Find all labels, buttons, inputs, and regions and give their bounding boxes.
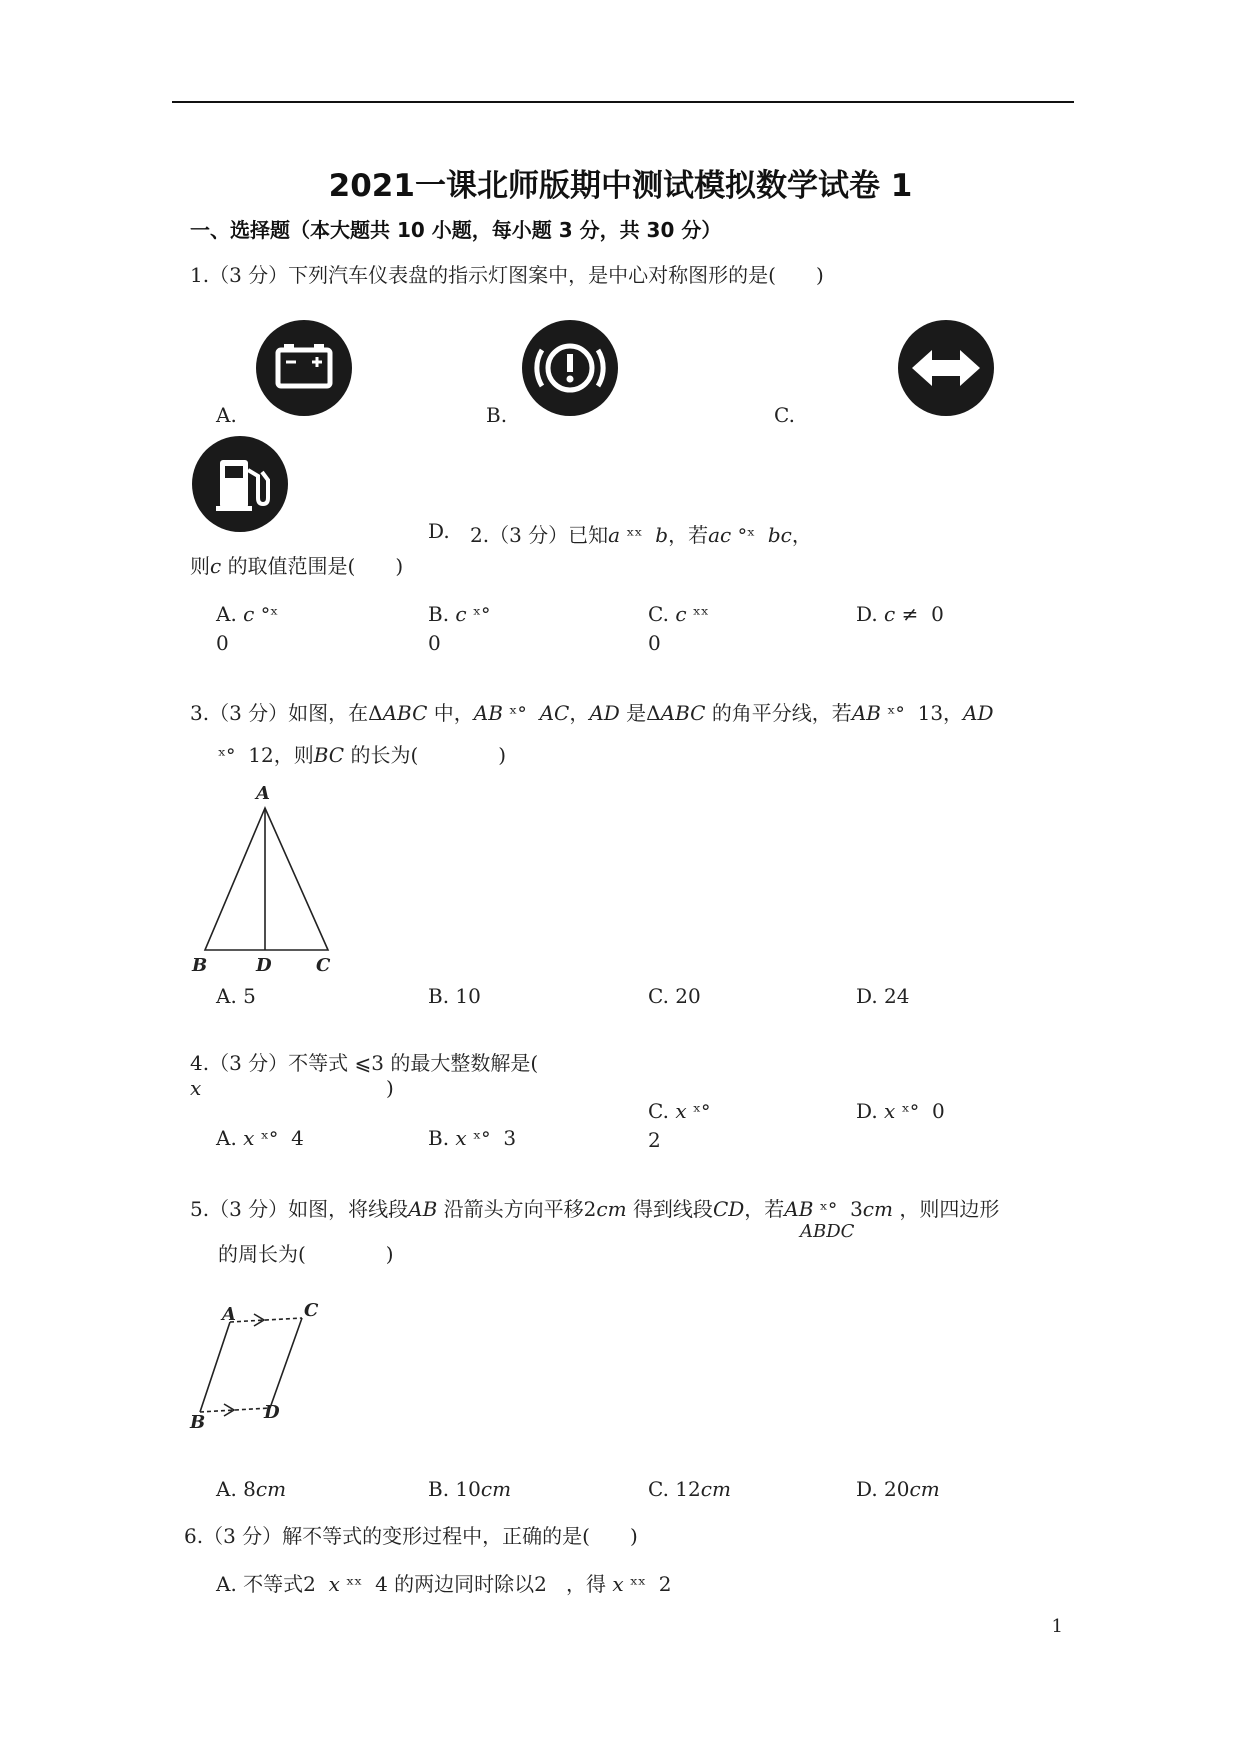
question-2-line2 — [190, 550, 403, 579]
q3-option-b: B. 10 — [428, 984, 481, 1008]
q6-option-a-mid: 4 的两边同时除以2 — [375, 1572, 547, 1596]
q5-stem-end: ，则四边形 — [899, 1197, 1000, 1221]
question-4-stem — [190, 1047, 538, 1076]
q2-option-d — [856, 602, 944, 626]
parallelogram-figure — [190, 1300, 340, 1450]
q2-option-c — [648, 602, 709, 626]
q6-option-a-end: ，得 — [565, 1572, 606, 1596]
q2-option-b-value: 0 — [428, 631, 441, 655]
triangle-abc-outline — [205, 808, 328, 950]
parallelogram-label-d: D — [264, 1402, 280, 1423]
q3-var-abc: ABC — [382, 701, 428, 725]
segment-ab — [200, 1322, 230, 1412]
fuel-pump-icon — [192, 436, 288, 532]
q1-option-b-label: B. — [486, 403, 508, 427]
q3-var-ad-2: AD — [963, 701, 994, 725]
q3-var-ac: AC — [539, 701, 570, 725]
q5-text-get: 得到线段 — [632, 1197, 713, 1221]
q2-var-b: b — [655, 523, 669, 547]
question-2-stem — [470, 519, 812, 548]
q3-relation-glyph-2: ˣ° — [887, 703, 905, 725]
triangle-figure — [190, 780, 340, 980]
q4-option-a-value: 4 — [291, 1126, 304, 1150]
q2-var-ac: ac — [708, 523, 732, 547]
q4-option-a — [216, 1126, 304, 1150]
q5-option-d-label: D. 20 — [856, 1477, 910, 1501]
question-5-stem — [190, 1193, 999, 1222]
q2-option-c-glyph: ˣˣ — [692, 604, 709, 626]
q3-value-13: 13 — [917, 701, 944, 725]
q4-option-b-glyph: ˣ° — [473, 1128, 491, 1150]
q2-option-a-label: A. — [216, 602, 237, 626]
q5-option-b-unit: cm — [480, 1477, 512, 1501]
q2-stem-start: 2.（3 分）已知 — [470, 523, 609, 547]
q5-unit-cm: cm — [596, 1197, 627, 1221]
question-3-stem — [190, 697, 994, 726]
q3-var-ab-2: AB — [851, 701, 881, 725]
q3-text-shi: 是Δ — [626, 701, 661, 725]
q3-var-bc: BC — [313, 743, 345, 767]
q2-var-c: c — [210, 554, 222, 578]
q6-var-x-2: x — [612, 1572, 624, 1596]
triangle-label-a: A — [256, 783, 270, 804]
page-number: 1 — [1051, 1616, 1063, 1637]
q2-option-d-var: c — [884, 602, 896, 626]
q3-text-jiao: 的角平分线，若 — [711, 701, 852, 725]
q2-option-a-var: c — [243, 602, 255, 626]
q2-option-c-value: 0 — [648, 631, 661, 655]
q4-option-a-label: A. — [216, 1126, 237, 1150]
q3-relation-glyph-3: ˣ° — [218, 745, 236, 767]
q2-option-b — [428, 602, 491, 626]
brake-warning-icon — [522, 320, 618, 416]
q2-var-bc: bc — [767, 523, 792, 547]
q5-option-b-label: B. 10 — [428, 1477, 481, 1501]
q5-option-a — [216, 1477, 286, 1501]
page-title: 2021一课北师版期中测试模拟数学试卷 1 — [328, 168, 913, 204]
q2-line2-end: 的取值范围是( ) — [227, 554, 404, 578]
q3-relation-glyph-1: ˣ° — [509, 703, 527, 725]
q4-option-c-value: 2 — [648, 1128, 661, 1152]
q2-stem-mid: ，若 — [668, 523, 709, 547]
q4-option-c-label: C. — [648, 1099, 669, 1123]
q4-var-x: x — [190, 1076, 202, 1100]
q4-option-b — [428, 1126, 516, 1150]
q2-option-c-label: C. — [648, 602, 669, 626]
q4-leq-3: ⩽3 — [354, 1051, 385, 1075]
q5-unit-cm-2: cm — [862, 1197, 893, 1221]
q2-relation-glyph-2: °ˣ — [737, 525, 756, 547]
q3-stem-start: 3.（3 分）如图，在Δ — [190, 701, 383, 725]
q2-option-d-value: 0 — [931, 602, 944, 626]
q3-text-zhong: 中， — [433, 701, 474, 725]
question-1-stem: 1.（3 分）下列汽车仪表盘的指示灯图案中，是中心对称图形的是( ) — [190, 263, 824, 287]
q5-option-d-unit: cm — [909, 1477, 940, 1501]
q2-relation-glyph-1: ˣˣ — [626, 525, 643, 547]
q6-relation-glyph-1: ˣˣ — [346, 1574, 363, 1596]
q3-var-ad: AD — [589, 701, 620, 725]
parallelogram-label-b: B — [190, 1412, 206, 1433]
header-rule — [172, 101, 1074, 103]
question-6-stem: 6.（3 分）解不等式的变形过程中，正确的是( ) — [184, 1524, 638, 1548]
q4-option-c-var: x — [675, 1099, 687, 1123]
q1-option-c-label: C. — [774, 403, 795, 427]
q4-close-paren: ) — [386, 1076, 394, 1100]
q6-relation-glyph-2: ˣˣ — [629, 1574, 647, 1596]
q6-var-x: x — [328, 1572, 340, 1596]
triangle-label-c: C — [316, 955, 331, 976]
question-3-line2 — [218, 739, 506, 768]
q4-option-d-value: 0 — [931, 1099, 945, 1123]
q1-option-d-label: D. — [428, 519, 450, 543]
q5-var-ab-2: AB — [784, 1197, 814, 1221]
q5-relation-glyph: ˣ° — [819, 1199, 838, 1221]
battery-icon — [256, 320, 352, 416]
q4-option-c — [648, 1099, 711, 1123]
q3-value-12: 12 — [248, 743, 274, 767]
q2-option-a-glyph: °ˣ — [260, 604, 279, 626]
q2-option-a-value: 0 — [216, 631, 229, 655]
q2-line2-start: 则 — [190, 554, 210, 578]
q2-option-b-label: B. — [428, 602, 450, 626]
q3-var-abc-2: ABC — [660, 701, 706, 725]
q3-comma-1: ， — [569, 701, 590, 725]
q2-option-c-var: c — [675, 602, 687, 626]
q2-option-d-label: D. — [856, 602, 878, 626]
q4-option-c-glyph: ˣ° — [692, 1101, 711, 1123]
q3-option-c: C. 20 — [648, 984, 701, 1008]
q6-value-2: 2 — [658, 1572, 672, 1596]
q5-stem-start: 5.（3 分）如图，将线段 — [190, 1197, 409, 1221]
q3-stem-end: 的长为( ) — [350, 743, 507, 767]
triangle-label-b: B — [192, 955, 208, 976]
q3-option-a: A. 5 — [216, 984, 256, 1008]
q4-option-a-glyph: ˣ° — [260, 1128, 279, 1150]
q4-option-d — [856, 1099, 945, 1123]
q6-option-a — [216, 1568, 672, 1597]
q5-option-a-label: A. 8 — [216, 1477, 256, 1501]
q1-option-a-label: A. — [216, 403, 237, 427]
question-5-line2: 的周长为( ) — [218, 1242, 394, 1266]
segment-cd — [270, 1318, 302, 1408]
q5-var-ab: AB — [408, 1197, 438, 1221]
double-arrow-icon — [898, 320, 994, 416]
parallelogram-label-c: C — [304, 1300, 319, 1321]
q4-option-b-value: 3 — [503, 1126, 517, 1150]
q2-var-a: a — [608, 523, 621, 547]
q5-option-c-unit: cm — [700, 1477, 731, 1501]
q4-option-d-glyph: ˣ° — [901, 1101, 920, 1123]
q5-text-mid: 沿箭头方向平移2 — [443, 1197, 597, 1221]
q4-option-d-var: x — [884, 1099, 896, 1123]
q2-option-a — [216, 602, 278, 626]
translation-arrow-top — [230, 1318, 302, 1322]
q2-stem-end: ， — [791, 523, 812, 547]
q4-option-b-var: x — [455, 1126, 467, 1150]
q5-text-ruo: ，若 — [744, 1197, 785, 1221]
q5-option-c — [648, 1477, 731, 1501]
q4-option-d-label: D. — [856, 1099, 878, 1123]
q4-stem-end: 的最大整数解是( — [390, 1051, 539, 1075]
q2-option-d-glyph: ≠ — [901, 602, 919, 626]
q3-option-d: D. 24 — [856, 984, 910, 1008]
q5-var-cd: CD — [712, 1197, 745, 1221]
section-heading: 一、选择题（本大题共 10 小题，每小题 3 分，共 30 分） — [190, 218, 722, 242]
q5-option-a-unit: cm — [255, 1477, 287, 1501]
q4-stem-start: 4.（3 分）不等式 — [190, 1051, 349, 1075]
q5-var-abdc: ABDC — [800, 1221, 855, 1242]
triangle-label-d: D — [256, 955, 272, 976]
q3-text-ze: ，则 — [273, 743, 314, 767]
parallelogram-label-a: A — [222, 1304, 236, 1325]
q2-option-b-glyph: ˣ° — [472, 604, 491, 626]
q6-option-a-start: A. 不等式2 — [216, 1572, 316, 1596]
q2-option-b-var: c — [455, 602, 467, 626]
q3-comma-2: ， — [943, 701, 964, 725]
q5-option-b — [428, 1477, 511, 1501]
q5-option-c-label: C. 12 — [648, 1477, 701, 1501]
q5-option-d — [856, 1477, 940, 1501]
q4-line2-x — [190, 1076, 201, 1100]
q4-option-b-label: B. — [428, 1126, 450, 1150]
q3-var-ab: AB — [473, 701, 503, 725]
q5-value-3: 3 — [850, 1197, 863, 1221]
q4-option-a-var: x — [243, 1126, 255, 1150]
